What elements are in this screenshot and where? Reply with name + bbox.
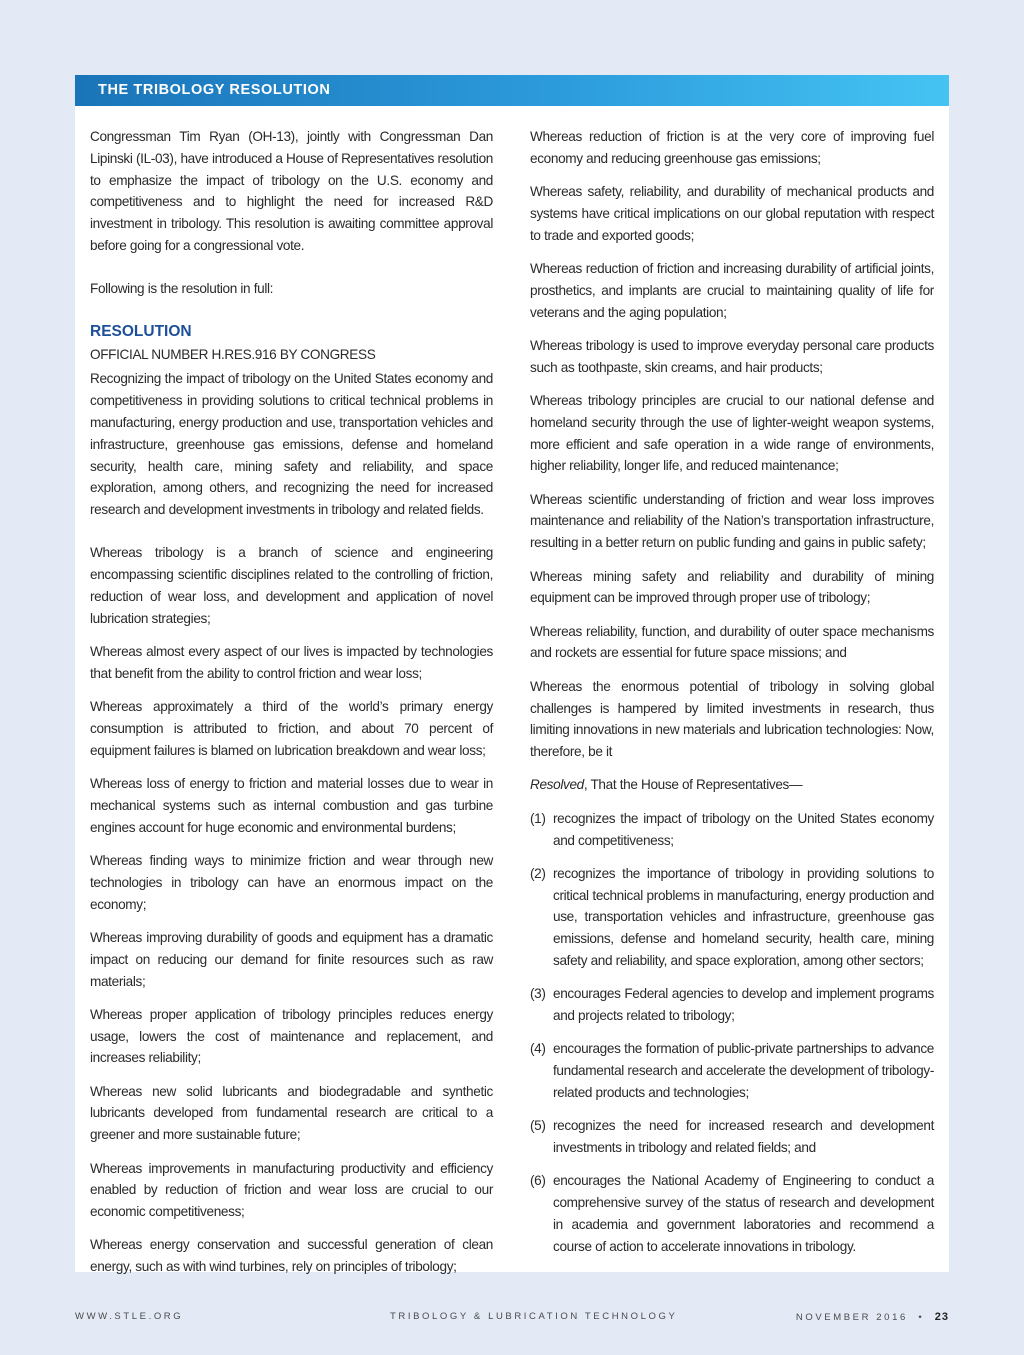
whereas-clause: Whereas proper application of tribology principles reduces energy usage, lowers the cost of maintenance and replacement, and increases reliability; xyxy=(90,1006,493,1066)
item-text: encourages the National Academy of Engineering to conduct a comprehensive survey of the status of research and development in academia and government laboratories and recommend a course of action to accelerate innovations in tribology. xyxy=(553,1173,934,1254)
resolved-clause xyxy=(530,774,934,796)
resolution-item xyxy=(530,983,934,1027)
whereas-clause: Whereas reduction of friction and increasing durability of artificial joints, prosthetics, and implants are crucial to maintaining quality of life for veterans and the aging population; xyxy=(530,260,934,320)
page-number: 23 xyxy=(934,1311,949,1323)
whereas-clause: Whereas mining safety and reliability and durability of mining equipment can be improved through proper use of tribology; xyxy=(530,568,934,606)
item-number: (2) xyxy=(530,865,546,881)
intro-paragraph: Congressman Tim Ryan (OH-13), jointly with Congressman Dan Lipinski (IL-03), have introduced a House of Representatives resolution to emphasize the impact of tribology on the U.S. economy and competitiveness and to highlight the need for increased R&D investment in tribology. This resolution is awaiting committee approval before going for a congressional vote. xyxy=(90,129,493,253)
resolution-heading: RESOLUTION xyxy=(90,322,192,340)
resolution-item xyxy=(530,1038,934,1103)
whereas-clause: Whereas improvements in manufacturing productivity and efficiency enabled by reduction of friction and wear loss are crucial to our economic competitiveness; xyxy=(90,1160,493,1220)
resolved-italic: Resolved xyxy=(530,777,584,793)
resolution-items xyxy=(530,808,934,1258)
whereas-clause: Whereas approximately a third of the world’s primary energy consumption is attributed to friction, and about 70 percent of equipment failures is blamed on lubrication breakdown and wear loss; xyxy=(90,699,493,758)
whereas-clause: Whereas new solid lubricants and biodegradable and synthetic lubricants developed from fundamental research are critical to a greener and more sustainable future; xyxy=(90,1083,493,1143)
whereas-clause: Whereas scientific understanding of friction and wear loss improves maintenance and reliability of the Nation’s transportation infrastructure, resulting in a better return on public funding and gains in public safety; xyxy=(530,491,934,551)
intro-lead-in: Following is the resolution in full: xyxy=(90,281,274,297)
item-number: (3) xyxy=(530,986,546,1002)
whereas-clause: Whereas tribology principles are crucial to our national defense and homeland security through the use of lighter-weight weapon systems, more efficient and safe operation in a wide range of environments, higher reliability, longer life, and reduced maintenance; xyxy=(530,392,934,474)
resolved-text: , That the House of Representatives— xyxy=(583,777,803,793)
resolution-subheading: OFFICIAL NUMBER H.RES.916 BY CONGRESS xyxy=(90,346,376,362)
whereas-clause: Whereas the enormous potential of tribology in solving global challenges is hampered by limited investments in research, thus limiting innovations in new materials and lubrication technologies: Now, therefore, be it xyxy=(530,678,934,760)
whereas-clause: Whereas energy conservation and successful generation of clean energy, such as with wind turbines, rely on principles of tribology; xyxy=(90,1237,493,1275)
resolution-item xyxy=(530,808,934,852)
whereas-clause: Whereas almost every aspect of our lives is impacted by technologies that benefit from the ability to control friction and wear loss; xyxy=(90,644,493,681)
right-column xyxy=(530,126,934,1269)
item-text: encourages the formation of public-private partnerships to advance fundamental research and accelerate the development of tribology-related products and technologies; xyxy=(553,1041,934,1100)
item-number: (1) xyxy=(530,810,546,826)
whereas-clause: Whereas loss of energy to friction and material losses due to wear in mechanical systems such as internal combustion and gas turbine engines account for huge economic and environmental burdens; xyxy=(90,776,493,835)
footer-issue xyxy=(796,1310,949,1325)
footer-website: WWW.STLE.ORG xyxy=(75,1311,184,1322)
resolution-item xyxy=(530,863,934,972)
resolution-preamble: Recognizing the impact of tribology on the United States economy and competitiveness in providing solutions to critical technical problems in manufacturing, energy production and use, transportation vehicles and infrastructure, greenhouse gas emissions, defense and homeland security, health care, mining safety and reliability, and space exploration, among others, and recognizing the need for increased research and development investments in tribology and related fields. xyxy=(90,371,493,518)
resolution-item xyxy=(530,1115,934,1159)
item-text: recognizes the importance of tribology in providing solutions to critical technical problems in manufacturing, energy production and use, transportation vehicles and infrastructure, greenhouse gas emissions, defense and homeland security, health care, mining safety and reliability, and space exploration, among other sectors; xyxy=(553,865,934,968)
section-banner: THE TRIBOLOGY RESOLUTION xyxy=(75,75,949,106)
article-page xyxy=(75,75,949,1275)
item-number: (4) xyxy=(530,1041,546,1057)
page-footer xyxy=(75,1310,949,1324)
whereas-clause: Whereas tribology is a branch of science and engineering encompassing scientific disciplines related to the controlling of friction, reduction of wear loss, and development and application of novel lubrication strategies; xyxy=(90,545,493,626)
left-column xyxy=(90,126,493,1290)
item-number: (6) xyxy=(530,1173,546,1189)
item-text: encourages Federal agencies to develop and implement programs and projects related to tribology; xyxy=(553,986,934,1024)
whereas-clause: Whereas tribology is used to improve everyday personal care products such as toothpaste, skin creams, and hair products; xyxy=(530,337,934,375)
whereas-clause: Whereas reduction of friction is at the very core of improving fuel economy and reducing greenhouse gas emissions; xyxy=(530,129,934,166)
footer-issue-date: NOVEMBER 2016 xyxy=(795,1312,908,1323)
footer-separator: • xyxy=(918,1312,925,1323)
whereas-clause: Whereas reliability, function, and durability of outer space mechanisms and rockets are essential for future space missions; and xyxy=(530,623,934,661)
resolution-item xyxy=(530,1170,934,1257)
footer-magazine-title: TRIBOLOGY & LUBRICATION TECHNOLOGY xyxy=(390,1311,678,1322)
item-number: (5) xyxy=(530,1118,546,1134)
item-text: recognizes the need for increased research and development investments in tribology and related fields; and xyxy=(553,1118,934,1156)
whereas-clause: Whereas finding ways to minimize friction and wear through new technologies in tribology can have an enormous impact on the economy; xyxy=(90,853,493,912)
whereas-clause: Whereas improving durability of goods and equipment has a dramatic impact on reducing our demand for finite resources such as raw materials; xyxy=(90,929,493,989)
item-text: recognizes the impact of tribology on the United States economy and competitiveness; xyxy=(553,810,934,848)
whereas-clause: Whereas safety, reliability, and durability of mechanical products and systems have critical implications on our global reputation with respect to trade and exported goods; xyxy=(530,184,934,243)
